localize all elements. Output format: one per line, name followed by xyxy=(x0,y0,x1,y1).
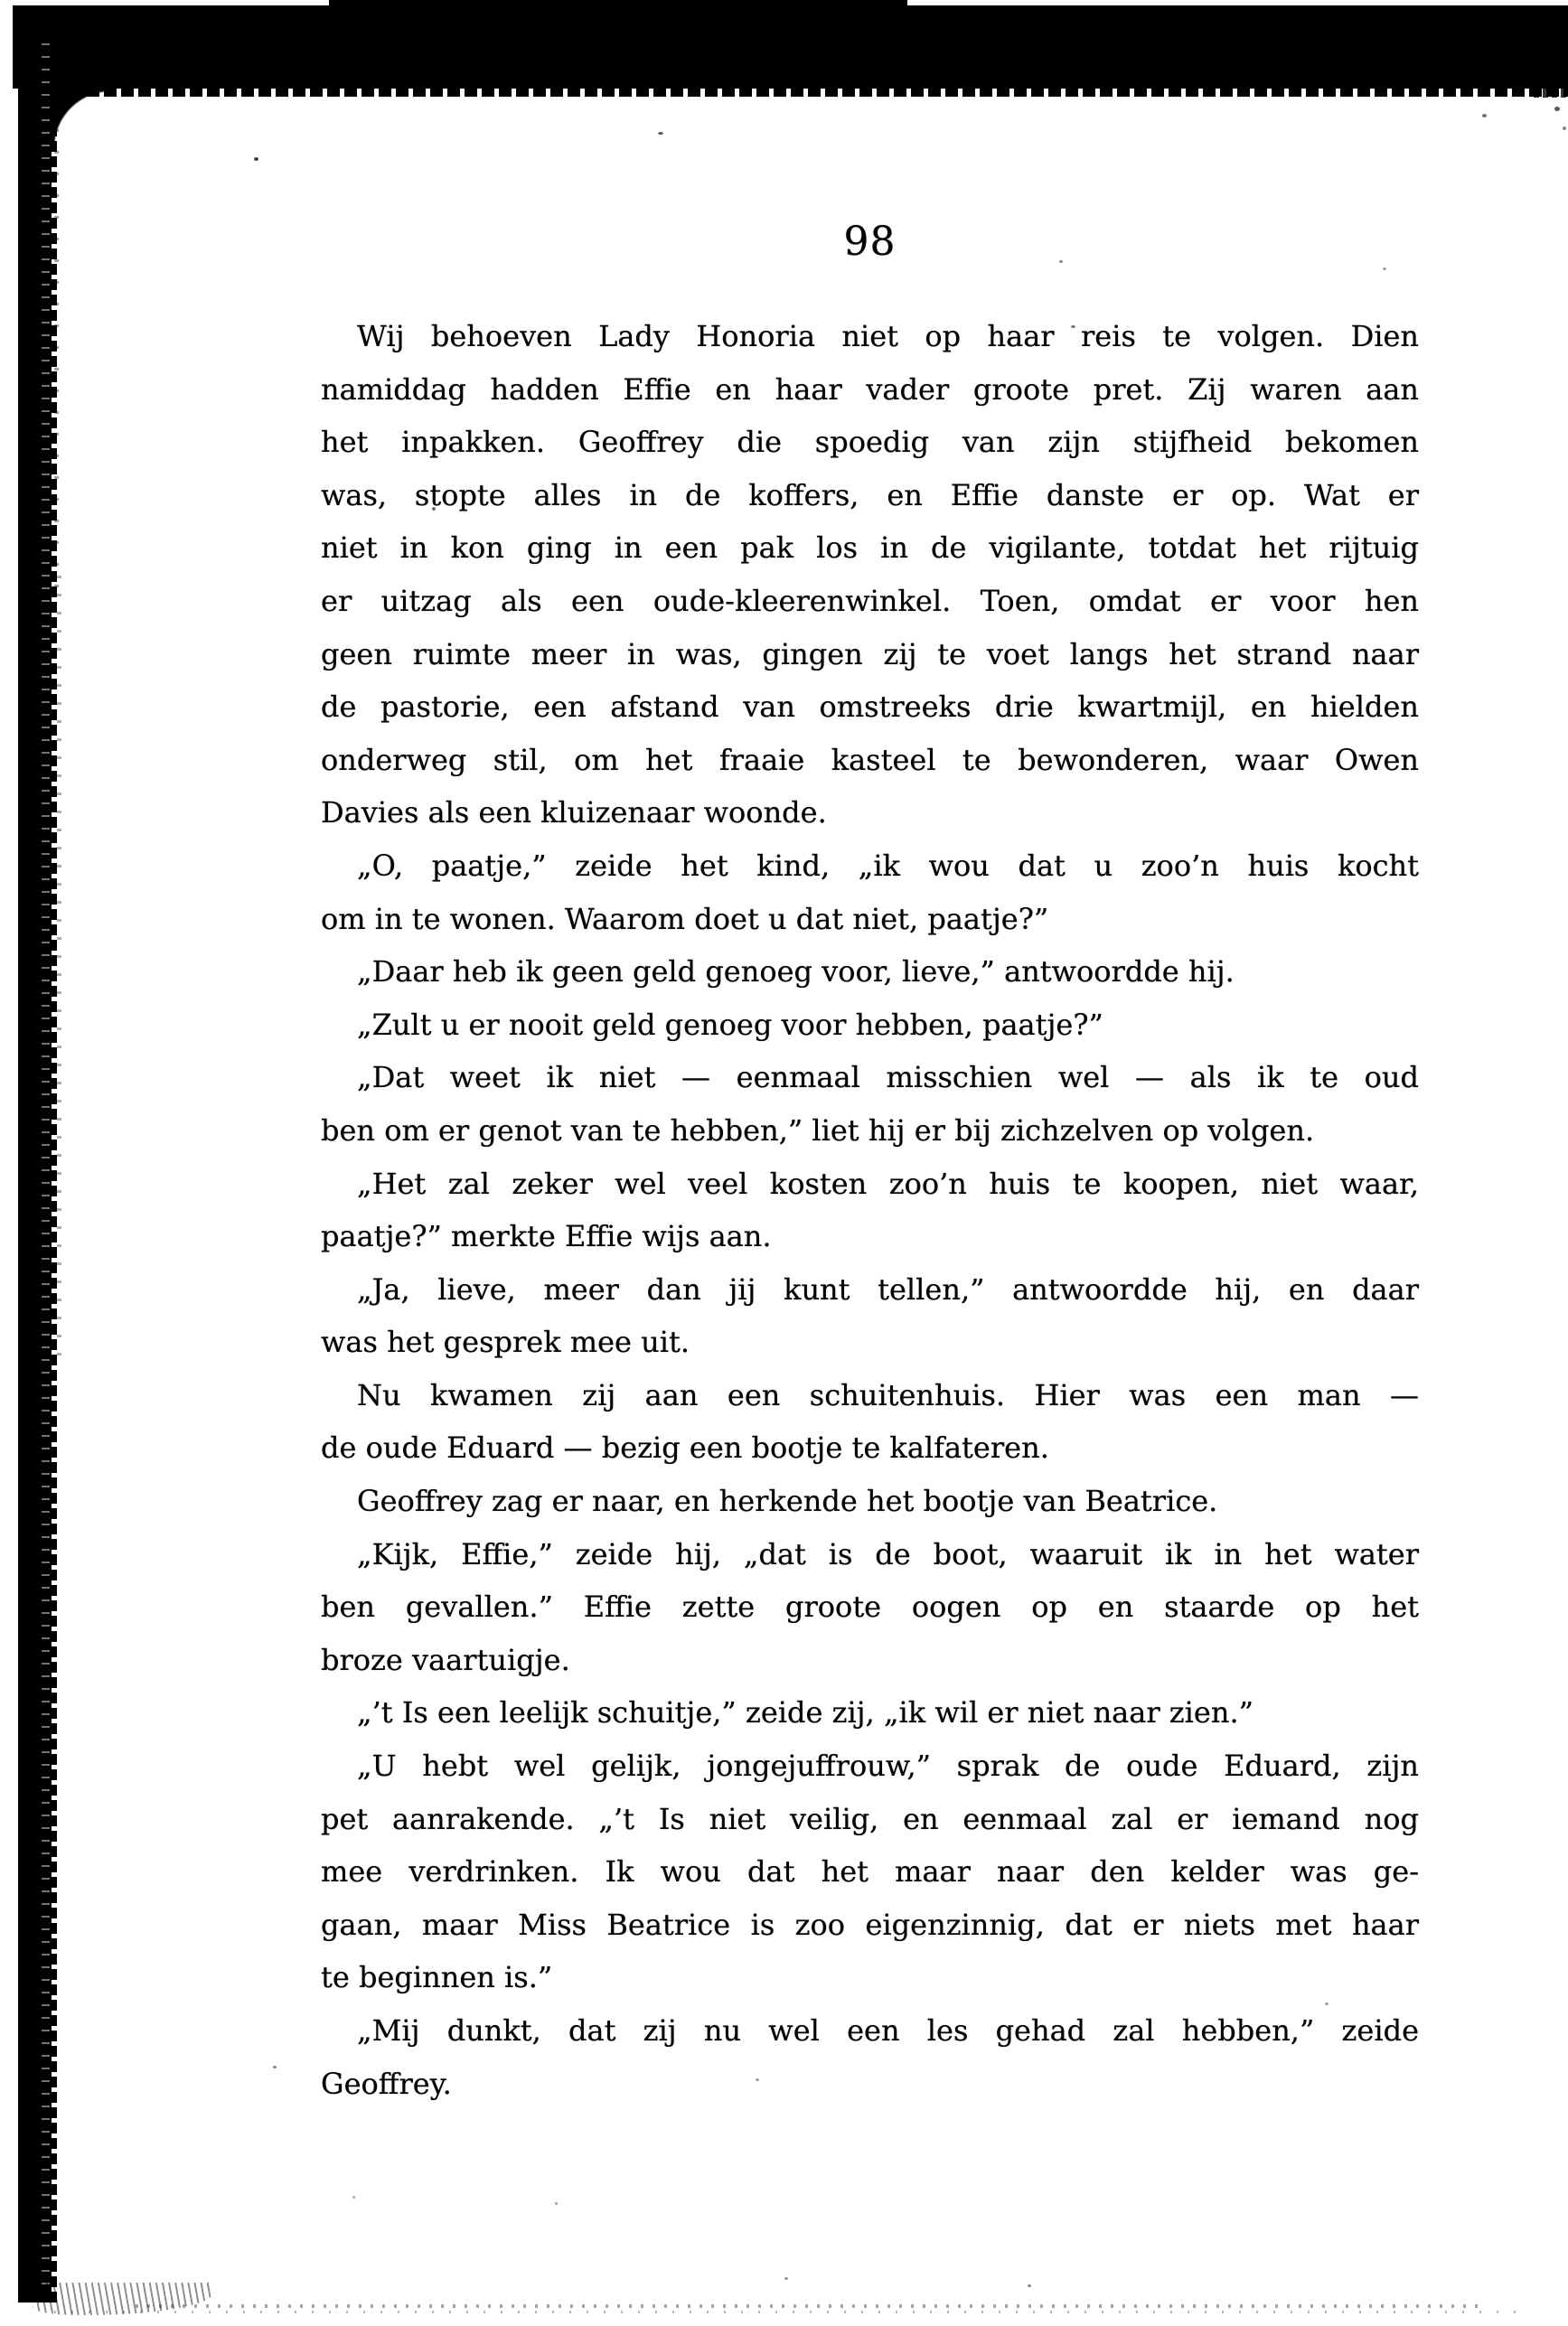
binding-corner-fillet xyxy=(52,89,111,148)
text-line: de oude Eduard — bezig een bootje te kalfateren. xyxy=(321,1430,1049,1466)
scanner-top-band xyxy=(13,5,1568,89)
ink-speck xyxy=(784,2277,788,2280)
text-line: „Daar heb ik geen geld genoeg voor, lieve,” antwoordde hij. xyxy=(357,954,1235,989)
ink-speck xyxy=(273,2066,277,2068)
binding-edge-speckles xyxy=(54,117,59,587)
text-line: namiddag hadden Effie en haar vader groote pret. Zij waren aan xyxy=(321,371,1419,407)
ink-speck xyxy=(1554,107,1560,111)
book-binding-band xyxy=(18,5,52,2303)
text-line: paatje?” merkte Effie wijs aan. xyxy=(321,1219,772,1254)
text-line: „Mij dunkt, dat zij nu wel een les gehad zal hebben,” zeide xyxy=(357,2013,1419,2048)
text-line: om in te wonen. Waarom doet u dat niet, paatje?” xyxy=(321,901,1049,936)
scan-noise-top-right xyxy=(1534,87,1568,98)
text-line: te beginnen is.” xyxy=(321,1960,553,1995)
text-line: „’t Is een leelijk schuitje,” zeide zij, „ik wil er niet naar zien.” xyxy=(357,1695,1253,1730)
text-line: niet in kon ging in een pak los in de vigilante, totdat het rijtuig xyxy=(321,530,1419,566)
text-line: Nu kwamen zij aan een schuitenhuis. Hier was een man — xyxy=(357,1377,1419,1412)
ink-speck xyxy=(1383,267,1386,270)
text-line: mee verdrinken. Ik wou dat het maar naar den kelder was ge- xyxy=(321,1854,1419,1890)
text-line: het inpakken. Geoffrey die spoedig van zijn stijfheid bekomen xyxy=(321,425,1419,460)
text-line: Geoffrey. xyxy=(321,2066,452,2101)
binding-edge-speckles xyxy=(57,560,61,1355)
text-line: Wij behoeven Lady Honoria niet op haar reis te volgen. Dien xyxy=(357,319,1419,353)
text-line: de pastorie, een afstand van omstreeks drie kwartmijl, en hielden xyxy=(321,689,1419,725)
text-line: „O, paatje,” zeide het kind, „ik wou dat u zoo’n huis kocht xyxy=(357,848,1419,883)
text-line: was, stopte alles in de koffers, en Effie danste er op. Wat er xyxy=(321,477,1419,512)
ink-speck xyxy=(1482,114,1487,117)
ink-speck xyxy=(1563,127,1566,130)
text-line: pet aanrakende. „’t Is niet veilig, en eenmaal zal er iemand nog xyxy=(321,1801,1419,1836)
text-line: „Kijk, Effie,” zeide hij, „dat is de boot, waaruit ik in het water xyxy=(357,1536,1419,1571)
text-line: „Ja, lieve, meer dan jij kunt tellen,” antwoordde hij, en daar xyxy=(357,1271,1419,1307)
text-line: gaan, maar Miss Beatrice is zoo eigenzinnig, dat er niets met haar xyxy=(321,1907,1419,1942)
bottom-speckle-line xyxy=(136,2304,1482,2308)
ink-speck xyxy=(1028,2284,1031,2287)
text-line: geen ruimte meer in was, gingen zij te voet langs het strand naar xyxy=(321,636,1419,671)
text-block xyxy=(321,310,1419,2110)
text-line: „Het zal zeker wel veel kosten zoo’n huis te koopen, niet waar, xyxy=(357,1166,1419,1201)
ink-speck xyxy=(555,2202,558,2205)
text-line: Davies als een kluizenaar woonde. xyxy=(321,795,827,830)
text-line: ben om er genot van te hebben,” liet hij er bij zichzelven op volgen. xyxy=(321,1112,1315,1148)
text-line: er uitzag als een oude-kleerenwinkel. Toen, omdat er voor hen xyxy=(321,583,1419,618)
text-line: was het gesprek mee uit. xyxy=(321,1325,690,1360)
text-line: broze vaartuigje. xyxy=(321,1642,570,1677)
page-number: 98 xyxy=(843,219,897,265)
bottom-speckle-line xyxy=(54,2311,1518,2313)
text-line: „Dat weet ik niet — eenmaal misschien wel — als ik te oud xyxy=(357,1060,1419,1095)
text-line: ben gevallen.” Effie zette groote oogen op en staarde op het xyxy=(321,1590,1419,1625)
text-line: „U hebt wel gelijk, jongejuffrouw,” sprak de oude Eduard, zijn xyxy=(357,1749,1419,1784)
text-line: Geoffrey zag er naar, en herkende het bootje van Beatrice. xyxy=(357,1484,1218,1519)
text-line: „Zult u er nooit geld genoeg voor hebben, paatje?” xyxy=(357,1007,1103,1042)
text-line: onderweg stil, om het fraaie kasteel te bewonderen, waar Owen xyxy=(321,742,1419,777)
ink-speck xyxy=(254,157,258,161)
ink-speck xyxy=(658,132,663,135)
ink-speck xyxy=(352,2196,355,2199)
